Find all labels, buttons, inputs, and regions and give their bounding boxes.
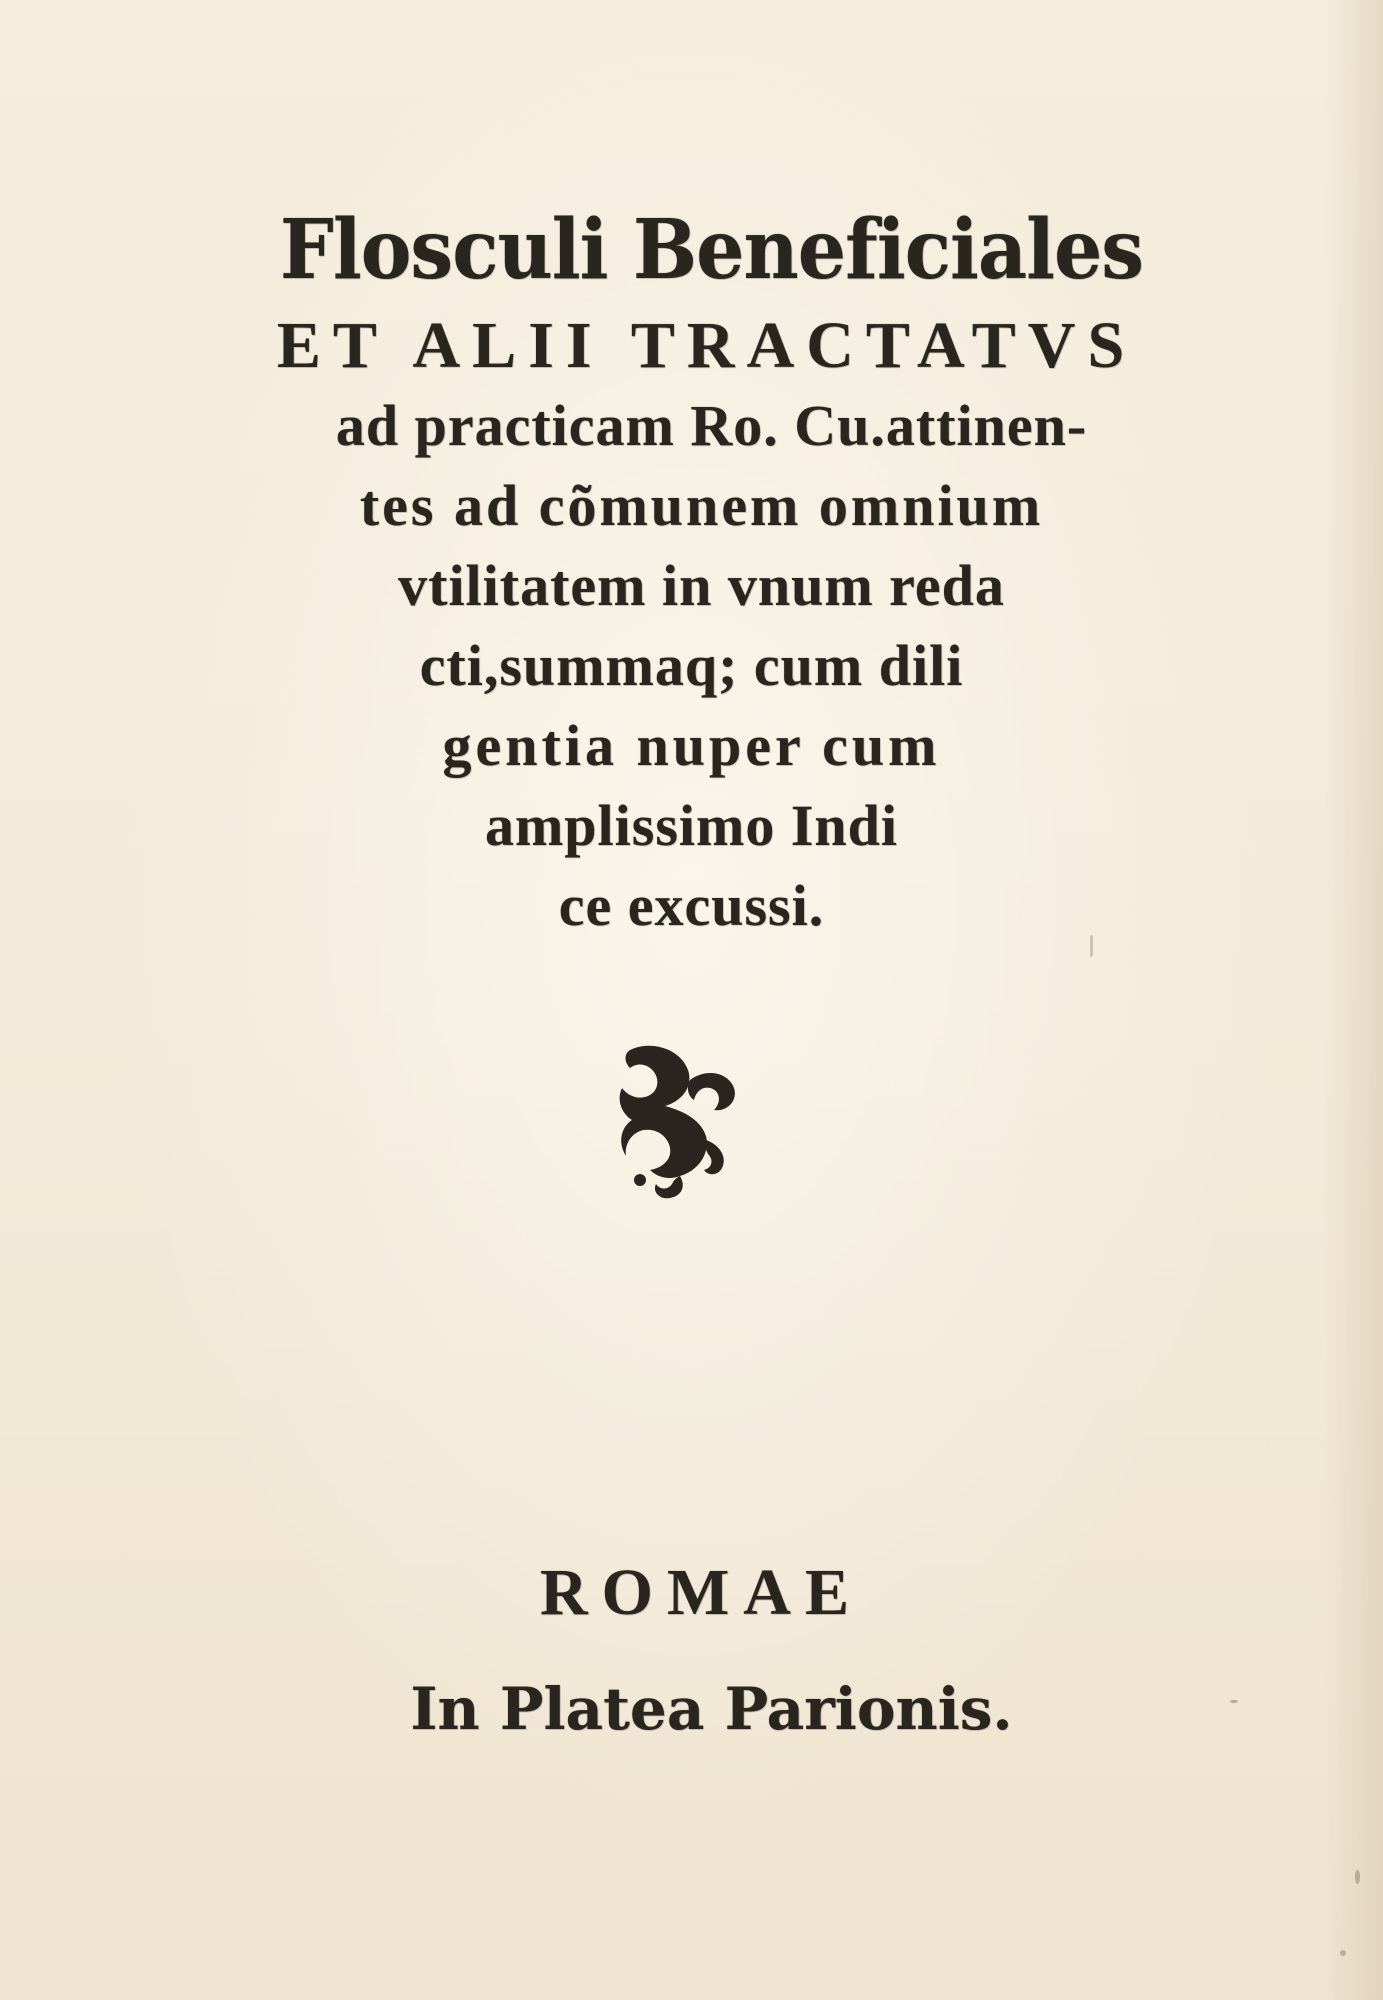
body-line: ce excussi. [558,873,825,938]
paper-speck [1090,935,1093,957]
subtitle-caps: ET ALII TRACTATVS [276,309,1137,382]
imprint-place: In Platea Parionis. [410,1675,1013,1743]
imprint-city: ROMAE [540,1556,863,1629]
body-line: gentia nuper cum [442,713,941,778]
body-line: tes ad cõmunem omnium [359,473,1044,538]
body-line: cti,summaq; cum dili [419,633,964,698]
title-block [0,200,1383,946]
main-title: Flosculi Beneficiales [279,201,1144,298]
paper-speck [1355,1870,1360,1884]
body-line: vtilitatem in vnum reda [398,553,1005,618]
body-line: ad practicam Ro. Cu.attinen- [335,393,1088,458]
paper-speck [1230,1700,1238,1703]
body-line: amplissimo Indi [484,793,899,858]
paper-speck [1340,1950,1346,1956]
fleuron-icon [610,1040,740,1200]
